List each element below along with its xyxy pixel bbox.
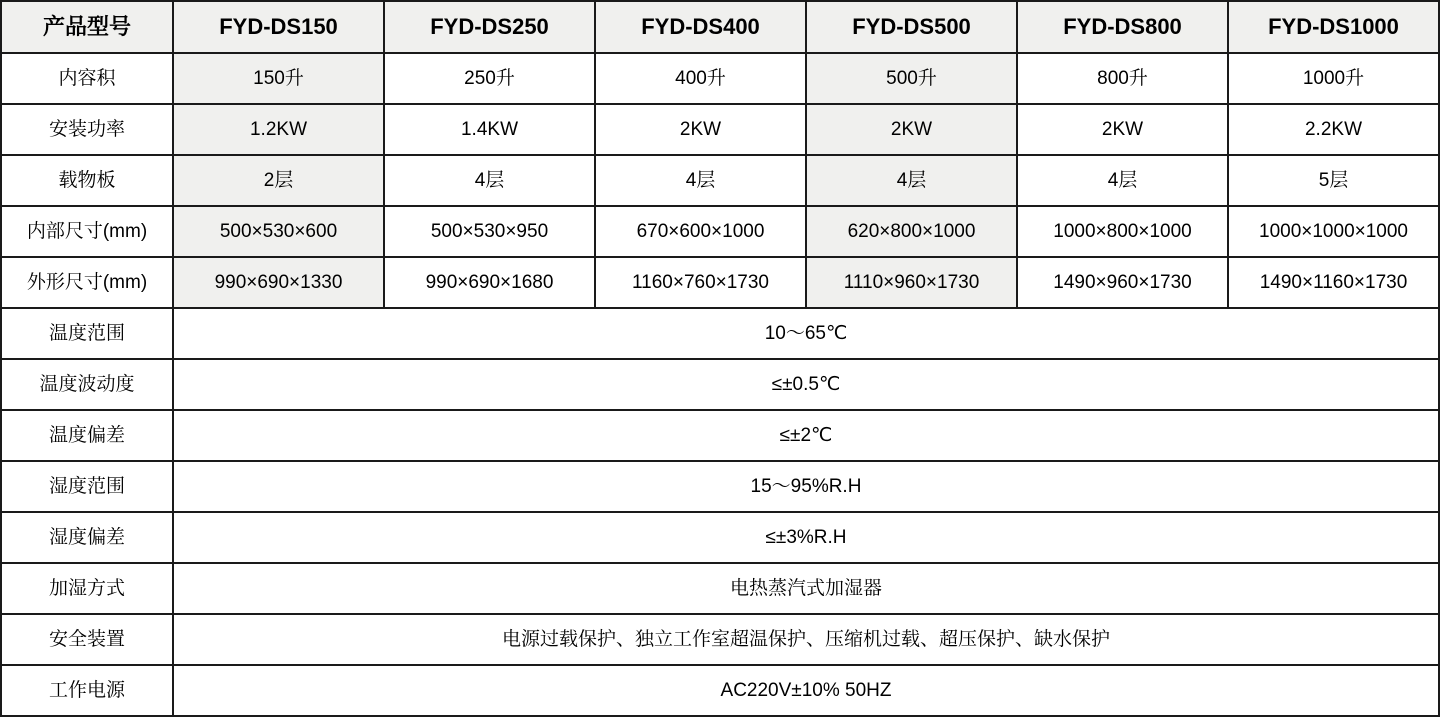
row-value: 400升 [595,53,806,104]
row-label: 安装功率 [1,104,173,155]
table-row [1,665,1439,716]
row-value: 电热蒸汽式加湿器 [173,563,1439,614]
row-value: 4层 [595,155,806,206]
row-value: 1110×960×1730 [806,257,1017,308]
table-row [1,512,1439,563]
row-value: ≤±3%R.H [173,512,1439,563]
row-value: 990×690×1330 [173,257,384,308]
header-model-cell: FYD-DS1000 [1228,1,1439,53]
row-value: 4层 [384,155,595,206]
row-value: 5层 [1228,155,1439,206]
row-label: 温度波动度 [1,359,173,410]
row-label: 载物板 [1,155,173,206]
row-value: ≤±2℃ [173,410,1439,461]
row-label: 湿度偏差 [1,512,173,563]
row-label: 内容积 [1,53,173,104]
row-value: AC220V±10% 50HZ [173,665,1439,716]
table-row [1,308,1439,359]
row-label: 外形尺寸(mm) [1,257,173,308]
row-value: 670×600×1000 [595,206,806,257]
row-value: 2KW [595,104,806,155]
row-value: 1.4KW [384,104,595,155]
table-row [1,104,1439,155]
row-value: 1160×760×1730 [595,257,806,308]
row-value: 1000升 [1228,53,1439,104]
row-label: 湿度范围 [1,461,173,512]
header-model-cell: FYD-DS400 [595,1,806,53]
row-value: 500×530×600 [173,206,384,257]
row-label: 安全装置 [1,614,173,665]
row-label: 温度偏差 [1,410,173,461]
row-value: 990×690×1680 [384,257,595,308]
row-value: ≤±0.5℃ [173,359,1439,410]
row-value: 1000×1000×1000 [1228,206,1439,257]
row-value: 4层 [806,155,1017,206]
row-value: 800升 [1017,53,1228,104]
table-row [1,563,1439,614]
row-value: 电源过载保护、独立工作室超温保护、压缩机过载、超压保护、缺水保护 [173,614,1439,665]
table-row [1,155,1439,206]
header-label-cell: 产品型号 [1,1,173,53]
row-value: 150升 [173,53,384,104]
table-row [1,206,1439,257]
table-header-row [1,1,1439,53]
row-value: 2.2KW [1228,104,1439,155]
row-value: 1490×960×1730 [1017,257,1228,308]
row-value: 2KW [806,104,1017,155]
header-model-cell: FYD-DS250 [384,1,595,53]
table-row [1,359,1439,410]
row-value: 1000×800×1000 [1017,206,1228,257]
row-value: 1.2KW [173,104,384,155]
row-label: 加湿方式 [1,563,173,614]
table-row [1,461,1439,512]
row-value: 2层 [173,155,384,206]
row-value: 620×800×1000 [806,206,1017,257]
row-label: 内部尺寸(mm) [1,206,173,257]
row-value: 4层 [1017,155,1228,206]
row-value: 500升 [806,53,1017,104]
header-model-cell: FYD-DS500 [806,1,1017,53]
row-value: 15～95%R.H [173,461,1439,512]
row-label: 工作电源 [1,665,173,716]
header-model-cell: FYD-DS800 [1017,1,1228,53]
table-row [1,257,1439,308]
table-row [1,410,1439,461]
table-row [1,614,1439,665]
header-model-cell: FYD-DS150 [173,1,384,53]
row-label: 温度范围 [1,308,173,359]
row-value: 2KW [1017,104,1228,155]
row-value: 10～65℃ [173,308,1439,359]
row-value: 1490×1160×1730 [1228,257,1439,308]
row-value: 250升 [384,53,595,104]
table-row [1,53,1439,104]
row-value: 500×530×950 [384,206,595,257]
